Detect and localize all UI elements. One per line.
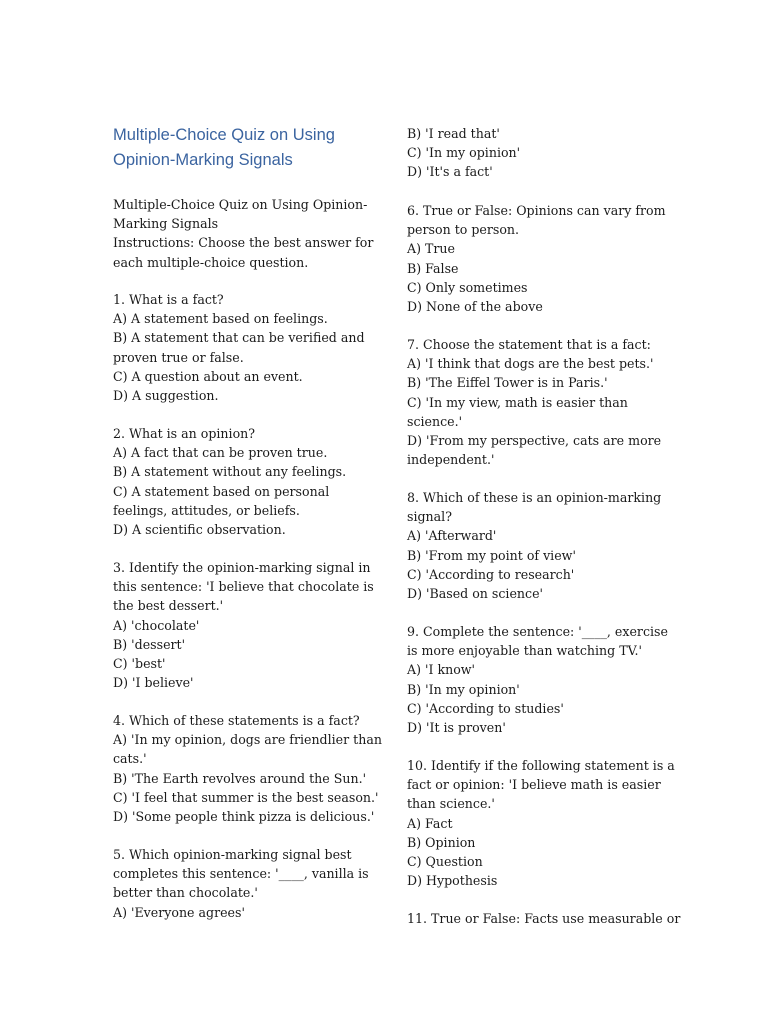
text-line: C) 'best'	[113, 656, 166, 672]
text-line: A) A statement based on feelings.	[113, 311, 328, 327]
question-block	[113, 558, 374, 692]
text-line: 4. Which of these statements is a fact?	[113, 713, 360, 728]
text-line: D) 'It is proven'	[407, 720, 506, 736]
text-line: the best dessert.'	[113, 598, 224, 614]
text-line: 2. What is an opinion?	[113, 426, 256, 441]
title-line: Multiple-Choice Quiz on Using	[113, 126, 335, 144]
text-line: D) 'I believe'	[113, 675, 194, 691]
text-line: A) 'In my opinion, dogs are friendlier than	[113, 732, 382, 748]
text-line: C) 'According to studies'	[407, 700, 564, 716]
question-block	[407, 756, 675, 890]
text-line: science.'	[407, 413, 463, 429]
question-block	[407, 335, 662, 469]
text-line: A) 'chocolate'	[113, 617, 200, 633]
text-line: signal?	[407, 509, 452, 525]
text-line: B) 'The Eiffel Tower is in Paris.'	[407, 375, 608, 391]
page-title	[113, 123, 373, 173]
text-line: is more enjoyable than watching TV.'	[407, 643, 642, 659]
text-line: 6. True or False: Opinions can vary from	[407, 203, 666, 218]
text-line: B) 'From my point of view'	[407, 547, 576, 563]
text-line: fact or opinion: 'I believe math is easier	[407, 777, 661, 793]
text-line: D) 'Some people think pizza is delicious.'	[113, 809, 375, 825]
question-block	[113, 424, 368, 539]
text-line: than science.'	[407, 796, 495, 812]
text-line: C) 'I feel that summer is the best season.'	[113, 789, 379, 805]
text-line: A) 'Afterward'	[407, 528, 497, 544]
text-line: C) 'In my opinion'	[407, 145, 521, 161]
text-line: B) A statement that can be verified and	[113, 330, 365, 346]
question-block	[407, 201, 666, 316]
text-line: 7. Choose the statement that is a fact:	[407, 337, 651, 352]
question-block	[113, 845, 368, 922]
text-line: D) A scientific observation.	[113, 522, 286, 538]
question-block	[113, 290, 368, 405]
text-line: completes this sentence: '____, vanilla is	[113, 866, 369, 882]
text-line: D) 'From my perspective, cats are more	[407, 433, 662, 449]
text-line: Marking Signals	[113, 216, 219, 232]
text-line: better than chocolate.'	[113, 885, 258, 901]
text-line: proven true or false.	[113, 349, 244, 365]
text-line: Instructions: Choose the best answer for	[113, 235, 374, 251]
text-line: C) A question about an event.	[113, 368, 303, 384]
text-line: 10. Identify if the following statement is a	[407, 758, 675, 773]
text-line: D) None of the above	[407, 299, 543, 315]
text-line: C) Only sometimes	[407, 279, 528, 295]
text-line: B) 'dessert'	[113, 636, 186, 652]
text-line: cats.'	[113, 751, 147, 767]
text-line: C) Question	[407, 854, 483, 870]
text-line: person to person.	[407, 222, 520, 238]
title-line: Opinion-Marking Signals	[113, 151, 293, 169]
text-line: this sentence: 'I believe that chocolate is	[113, 579, 374, 595]
text-line: 9. Complete the sentence: '____, exercise	[407, 624, 668, 639]
text-line: A) A fact that can be proven true.	[113, 445, 328, 461]
text-line: C) A statement based on personal	[113, 483, 330, 499]
text-line: 11. True or False: Facts use measurable or	[407, 911, 681, 926]
text-line: B) 'I read that'	[407, 126, 500, 141]
text-line: D) 'It's a fact'	[407, 164, 493, 180]
text-line: 5. Which opinion-marking signal best	[113, 847, 352, 862]
text-line: B) False	[407, 260, 459, 276]
question-block	[113, 711, 382, 826]
text-line: C) 'According to research'	[407, 566, 575, 582]
text-line: A) 'I think that dogs are the best pets.'	[407, 356, 654, 372]
text-line: C) 'In my view, math is easier than	[407, 394, 628, 410]
question-block	[407, 909, 681, 928]
question-block	[407, 622, 668, 737]
text-line: B) 'In my opinion'	[407, 681, 520, 697]
text-line: A) Fact	[407, 815, 453, 831]
text-line: each multiple-choice question.	[113, 254, 309, 270]
text-line: 1. What is a fact?	[113, 292, 224, 307]
text-line: A) True	[407, 241, 455, 257]
text-line: B) Opinion	[407, 834, 476, 850]
text-line: B) 'The Earth revolves around the Sun.'	[113, 770, 367, 786]
text-line: D) A suggestion.	[113, 388, 219, 404]
text-line: A) 'I know'	[407, 662, 476, 678]
text-line: A) 'Everyone agrees'	[113, 904, 245, 920]
text-line: Multiple-Choice Quiz on Using Opinion-	[113, 197, 368, 212]
text-line: feelings, attitudes, or beliefs.	[113, 502, 300, 518]
text-line: 3. Identify the opinion-marking signal in	[113, 560, 371, 575]
text-line: D) 'Based on science'	[407, 586, 543, 602]
instructions-block	[113, 195, 374, 272]
question-block	[407, 488, 662, 603]
text-line: D) Hypothesis	[407, 873, 498, 889]
text-line: independent.'	[407, 452, 495, 468]
question-block	[407, 124, 662, 182]
text-line: B) A statement without any feelings.	[113, 464, 347, 480]
text-line: 8. Which of these is an opinion-marking	[407, 490, 662, 505]
